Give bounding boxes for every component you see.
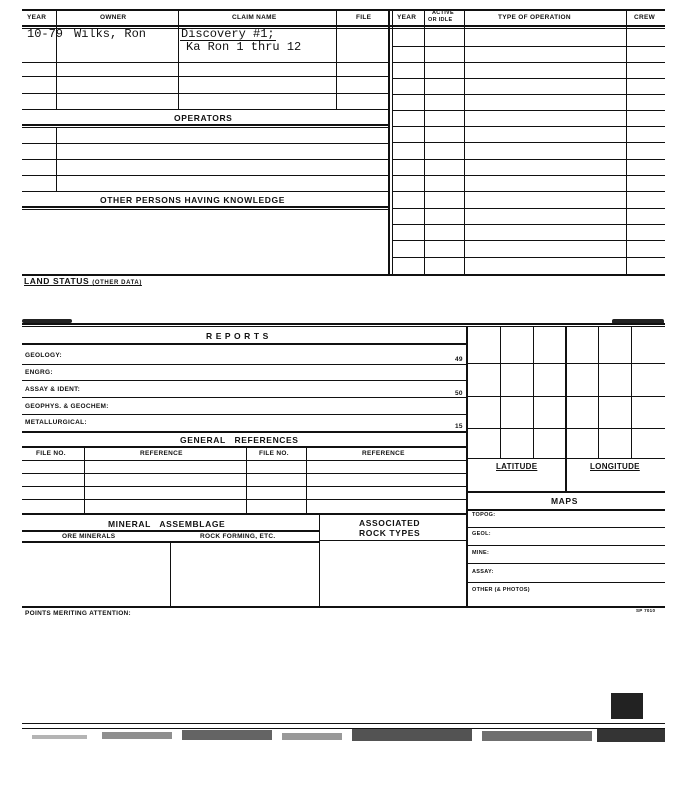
scan-artifact xyxy=(22,726,665,752)
reports-geophys: GEOPHYS. & GEOCHEM: xyxy=(25,403,109,410)
entry-year: 10-79 xyxy=(27,27,64,41)
reports-metallurgical: METALLURGICAL: xyxy=(25,419,87,426)
maps-other: OTHER (& PHOTOS) xyxy=(472,587,530,593)
land-status-sub: (OTHER DATA) xyxy=(92,280,142,286)
entry-claim-line2: Ka Ron 1 thru 12 xyxy=(186,40,302,54)
header-year: YEAR xyxy=(27,14,47,21)
reports-assay: ASSAY & IDENT: xyxy=(25,386,81,393)
ref-reference-2: REFERENCE xyxy=(362,450,405,457)
form-number: SP 7010 xyxy=(636,608,656,613)
header-file: FILE xyxy=(356,14,372,21)
header-crew: CREW xyxy=(634,14,656,21)
other-persons-title: OTHER PERSONS HAVING KNOWLEDGE xyxy=(100,195,286,205)
reports-geology: GEOLOGY: xyxy=(25,352,62,359)
points-meriting-attention: POINTS MERITING ATTENTION: xyxy=(25,610,132,617)
maps-assay: ASSAY: xyxy=(472,569,494,575)
reports-num-50: 50 xyxy=(455,390,463,397)
ref-file-no-1: FILE NO. xyxy=(36,450,66,457)
general-references-title: GENERAL REFERENCES xyxy=(180,435,299,445)
header-active-line2: OR IDLE xyxy=(428,17,453,23)
reports-title: R E P O R T S xyxy=(206,331,269,341)
maps-mine: MINE: xyxy=(472,550,490,556)
entry-claim-line1: Discovery #1; xyxy=(181,27,275,41)
assoc-rock-line1: ASSOCIATED xyxy=(359,518,421,528)
land-status-label xyxy=(24,276,142,286)
mineral-assemblage-title: MINERAL ASSEMBLAGE xyxy=(108,519,226,529)
header-claim-name: CLAIM NAME xyxy=(232,14,277,21)
maps-geol: GEOL: xyxy=(472,531,491,537)
land-status-text: LAND STATUS xyxy=(24,276,90,286)
longitude-label: LONGITUDE xyxy=(590,462,640,471)
reports-num-15: 15 xyxy=(455,423,463,430)
header-active-line1: ACTIVE xyxy=(432,10,454,16)
assoc-rock-line2: ROCK TYPES xyxy=(359,528,421,538)
reports-num-49: 49 xyxy=(455,356,463,363)
entry-owner: Wilks, Ron xyxy=(74,27,147,41)
ref-file-no-2: FILE NO. xyxy=(259,450,289,457)
header-owner: OWNER xyxy=(100,14,127,21)
maps-topog: TOPOG: xyxy=(472,512,496,518)
reports-engrg: ENGRG: xyxy=(25,369,53,376)
ref-reference-1: REFERENCE xyxy=(140,450,183,457)
header-year-2: YEAR xyxy=(397,14,417,21)
latitude-label: LATITUDE xyxy=(496,462,538,471)
ore-minerals-label: ORE MINERALS xyxy=(62,533,116,540)
operators-title: OPERATORS xyxy=(174,113,233,123)
maps-title: MAPS xyxy=(551,496,578,506)
header-type-of-operation: TYPE OF OPERATION xyxy=(498,14,571,21)
rock-forming-label: ROCK FORMING, ETC. xyxy=(200,533,276,540)
